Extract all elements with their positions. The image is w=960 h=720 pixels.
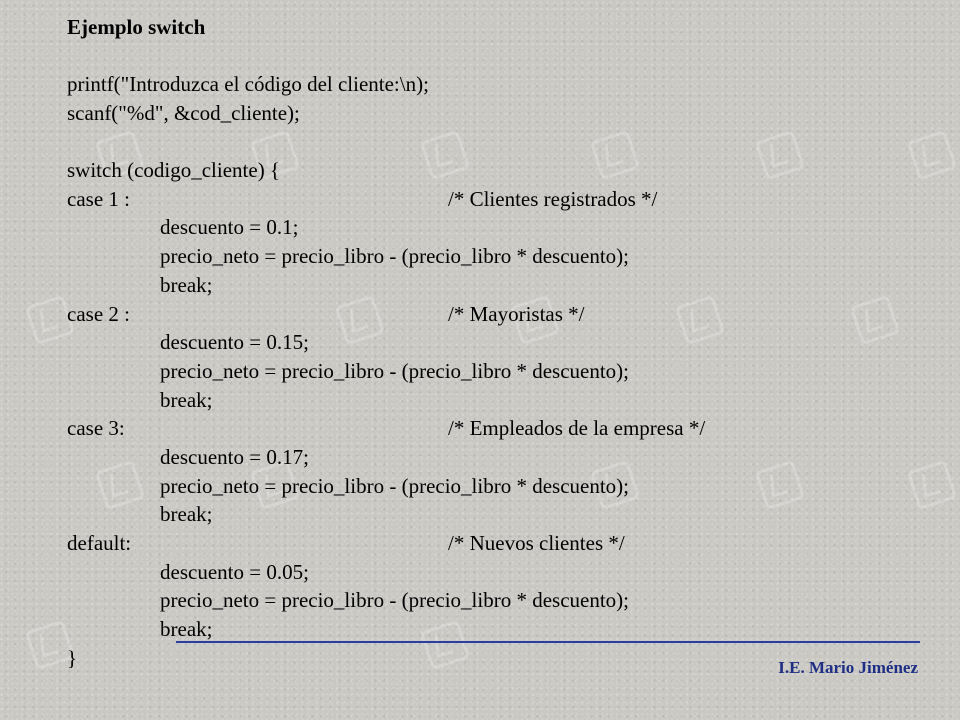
code-line xyxy=(67,300,629,329)
code-line xyxy=(67,70,629,99)
watermark-icon xyxy=(907,130,957,180)
code-text: default: xyxy=(67,531,132,555)
code-comment: /* Nuevos clientes */ xyxy=(448,531,625,555)
code-line xyxy=(67,185,658,214)
code-line xyxy=(67,242,629,271)
code-line xyxy=(67,156,629,185)
code-comment: /* Empleados de la empresa */ xyxy=(448,416,706,441)
code-line xyxy=(67,615,629,644)
watermark-icon xyxy=(850,295,900,345)
watermark-icon xyxy=(755,460,805,510)
code-text: case 3: xyxy=(67,416,125,441)
code-line xyxy=(67,414,706,443)
code-text: precio_neto = precio_libro - (precio_libro * descuento); xyxy=(160,244,630,269)
watermark-icon xyxy=(907,460,957,510)
code-line xyxy=(67,586,629,615)
code-text: break; xyxy=(160,387,213,412)
code-block xyxy=(67,70,706,672)
code-line xyxy=(67,472,629,501)
code-line xyxy=(67,328,629,357)
code-line xyxy=(67,99,629,128)
code-line xyxy=(67,500,629,529)
code-line xyxy=(67,213,629,242)
code-text: switch (codigo_cliente) { xyxy=(67,158,281,183)
code-text: descuento = 0.15; xyxy=(160,330,309,355)
code-text: precio_neto = precio_libro - (precio_libro * descuento); xyxy=(160,358,630,383)
code-text: break; xyxy=(160,617,213,642)
code-text: break; xyxy=(160,502,213,527)
code-line xyxy=(67,529,629,558)
code-comment: /* Mayoristas */ xyxy=(448,301,585,326)
footer-divider xyxy=(176,641,920,643)
code-line xyxy=(67,127,629,156)
code-text: precio_neto = precio_libro - (precio_libro * descuento); xyxy=(160,473,630,498)
code-line xyxy=(67,357,629,386)
code-text: printf("Introduzca el código del cliente:\n); xyxy=(67,72,429,96)
code-text: } xyxy=(67,645,78,670)
code-line xyxy=(67,386,629,415)
code-text: case 1 : xyxy=(67,186,130,211)
code-text: case 2 : xyxy=(67,301,130,326)
code-text: descuento = 0.05; xyxy=(160,559,309,584)
code-text: scanf("%d", &cod_cliente); xyxy=(67,100,300,125)
watermark-icon xyxy=(755,130,805,180)
code-text: descuento = 0.17; xyxy=(160,444,309,469)
code-line xyxy=(67,558,629,587)
footer-author: I.E. Mario Jiménez xyxy=(778,658,918,677)
slide-title: Ejemplo switch xyxy=(67,15,206,39)
code-text: descuento = 0.1; xyxy=(160,215,299,240)
code-line xyxy=(67,443,629,472)
code-text: break; xyxy=(160,272,213,297)
watermark-icon xyxy=(675,295,725,345)
code-line xyxy=(67,644,629,673)
code-comment: /* Clientes registrados */ xyxy=(448,186,658,211)
code-line xyxy=(67,271,629,300)
code-text: precio_neto = precio_libro - (precio_libro * descuento); xyxy=(160,588,630,613)
